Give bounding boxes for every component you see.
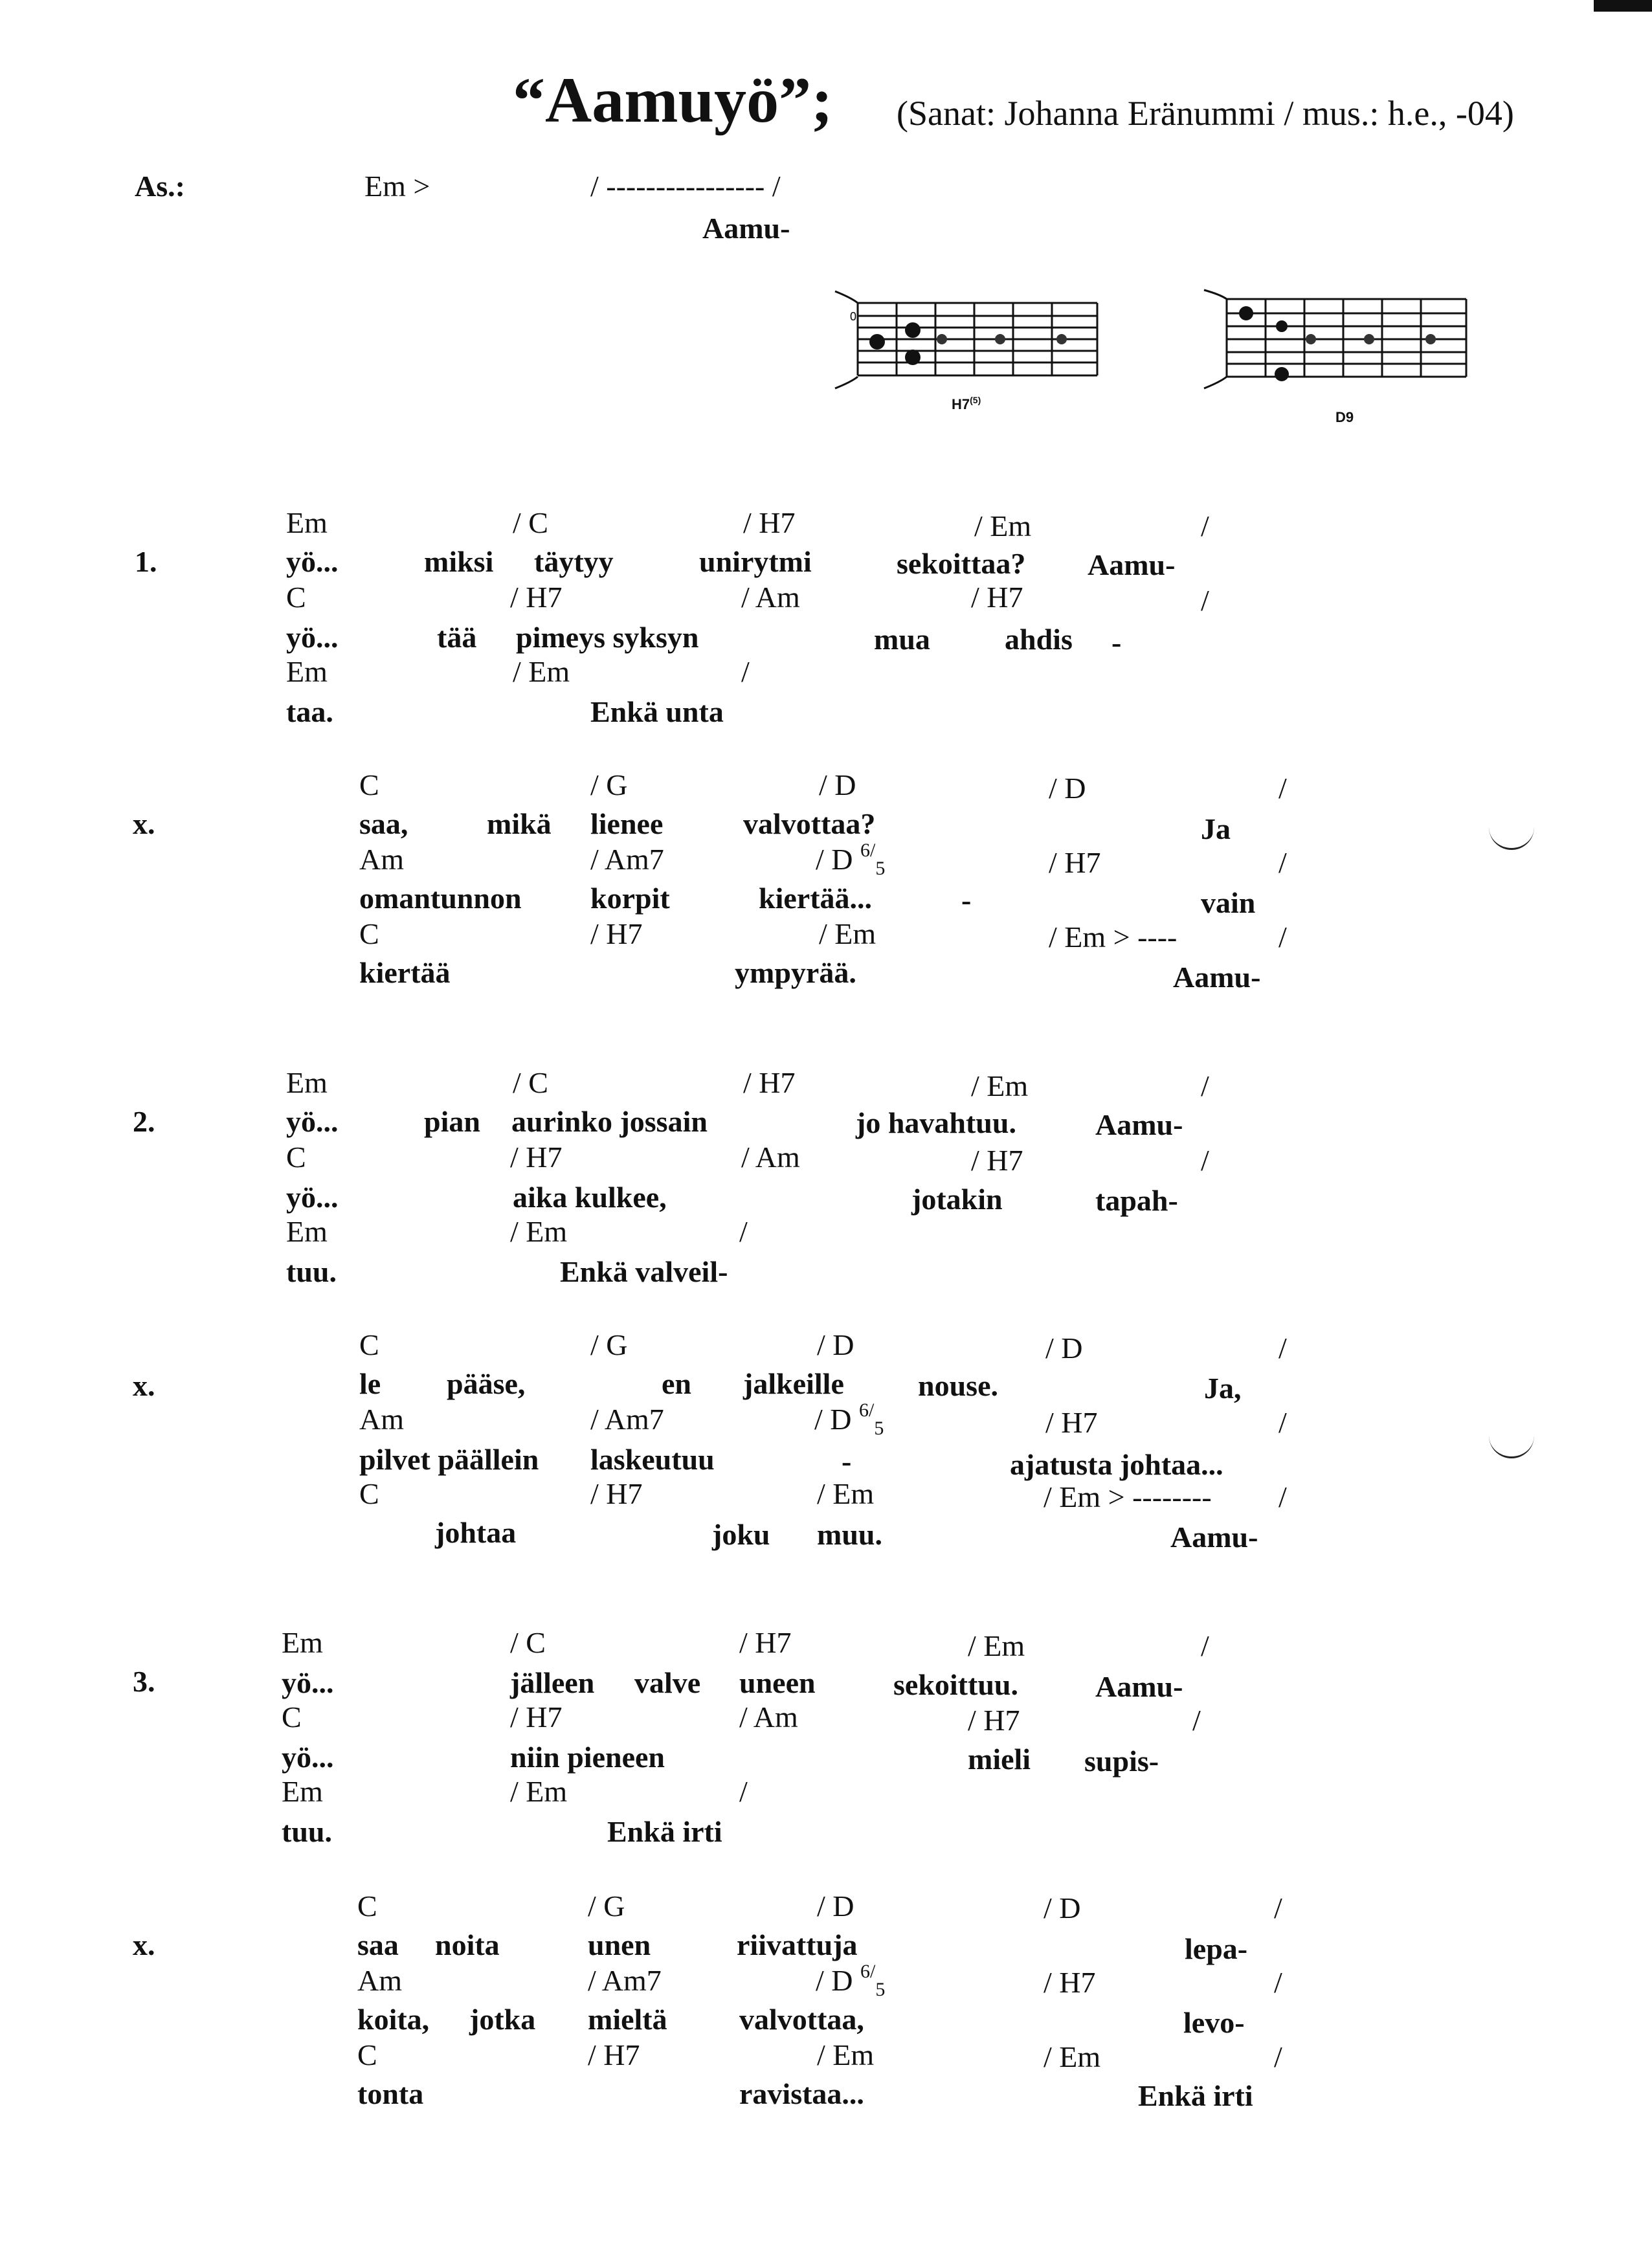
verse-number: x. — [133, 1928, 155, 1961]
lyric: yö... — [286, 1181, 339, 1214]
chord: / G — [590, 768, 628, 801]
punch-hole-mark — [1489, 809, 1534, 850]
chord: C — [359, 768, 379, 801]
lyric: niin pieneen — [510, 1741, 665, 1774]
lyric: ajatusta johtaa... — [1010, 1448, 1223, 1481]
lyric: Aamu- — [1095, 1670, 1183, 1703]
lyric: jotakin — [911, 1183, 1003, 1216]
chord: C — [359, 1477, 379, 1510]
chord: / H7 — [588, 2038, 640, 2071]
chord: / — [1274, 1891, 1282, 1924]
chord-diagram-d9-label: D9 — [1335, 409, 1354, 425]
intro-chord: Em > — [364, 170, 430, 203]
chord-d65: / D $^{6/}_5$ — [816, 840, 886, 879]
chord: / — [1278, 1332, 1287, 1365]
lyric: supis- — [1084, 1745, 1159, 1778]
lyric: uneen — [739, 1666, 816, 1699]
lyric: Enkä unta — [590, 695, 724, 728]
lyric: jo havahtuu. — [856, 1106, 1016, 1139]
chord: Em — [286, 1215, 328, 1248]
intro-label: As.: — [135, 170, 185, 203]
chord: / — [1201, 584, 1209, 617]
lyric: riivattuja — [737, 1928, 858, 1961]
chord: / — [739, 1215, 748, 1248]
chord: / Em — [968, 1629, 1025, 1662]
chord: Am — [357, 1964, 402, 1997]
chord: / Am7 — [590, 1403, 664, 1436]
lyric: kiertää... — [759, 882, 873, 915]
chord: / — [1278, 920, 1287, 953]
chord: Em — [282, 1626, 323, 1659]
lyric: unen — [588, 1928, 651, 1961]
chord: / Em — [817, 2038, 875, 2071]
lyric: valvottaa, — [739, 2003, 864, 2036]
chord: C — [282, 1700, 302, 1733]
lyric: aika kulkee, — [513, 1181, 667, 1214]
chord: / Em — [819, 917, 876, 950]
lyric: saa — [357, 1928, 399, 1961]
chord: / D — [1044, 1891, 1081, 1924]
chord: / H7 — [743, 506, 796, 539]
lyric: tonta — [357, 2077, 424, 2110]
lyric: vain — [1201, 886, 1256, 919]
punch-hole-mark — [1489, 1418, 1534, 1458]
song-title: “Aamuyö”; — [513, 64, 833, 136]
lyric: tuu. — [282, 1815, 332, 1848]
chord: / — [1192, 1704, 1201, 1737]
chord: / H7 — [1044, 1966, 1096, 1999]
lyric: jälleen — [510, 1666, 595, 1699]
chord-d65: / D $^{6/}_5$ — [816, 1961, 886, 2000]
lyric: tuu. — [286, 1255, 337, 1288]
chord: Em — [282, 1775, 323, 1808]
lyric: pimeys syksyn — [516, 621, 699, 654]
chord: / D — [817, 1328, 854, 1361]
chord: / — [1278, 1406, 1287, 1439]
lyric: sekoittaa? — [897, 547, 1026, 580]
chord-d65: / D $^{6/}_5$ — [814, 1399, 884, 1439]
chord: / H7 — [971, 1144, 1023, 1177]
lyric: mua — [874, 623, 930, 656]
lyric: jotka — [469, 2003, 536, 2036]
lyric: tää — [437, 621, 477, 654]
chord: / Em > -------- — [1044, 1480, 1212, 1513]
chord: / Em — [971, 1069, 1029, 1102]
lyric: Ja — [1201, 812, 1231, 845]
chord: / Em — [1044, 2040, 1101, 2073]
chord: / H7 — [590, 1477, 643, 1510]
chord: C — [286, 581, 306, 614]
chord: / H7 — [1049, 846, 1101, 879]
lyric: aurinko jossain — [511, 1105, 708, 1138]
chord: / — [1201, 1069, 1209, 1102]
chord: Em — [286, 655, 328, 688]
lyric: pian — [424, 1105, 480, 1138]
chord: / Am7 — [588, 1964, 662, 1997]
verse-number: x. — [133, 807, 155, 840]
chord: / — [1201, 1144, 1209, 1177]
lyric: - — [961, 884, 972, 917]
chord-diagram-h7-label: H7$^{(5)}$ — [952, 395, 981, 412]
chord: / Am — [741, 1141, 800, 1174]
chord: / H7 — [510, 1141, 563, 1174]
lyric: yö... — [286, 621, 339, 654]
lyric: valve — [634, 1666, 701, 1699]
lyric: tapah- — [1095, 1184, 1178, 1217]
lyric: miksi — [424, 545, 494, 578]
chord: / — [1278, 1480, 1287, 1513]
verse-number: 2. — [133, 1105, 155, 1138]
lyric: - — [842, 1445, 852, 1478]
lyric: saa, — [359, 807, 408, 840]
lyric: pilvet päällein — [359, 1443, 539, 1476]
lyric: unirytmi — [699, 545, 812, 578]
chord: / — [1278, 846, 1287, 879]
chord: / C — [513, 1066, 548, 1099]
chord: / — [739, 1775, 748, 1808]
lyric: täytyy — [534, 545, 614, 578]
song-credit: (Sanat: Johanna Eränummi / mus.: h.e., -04) — [897, 94, 1514, 133]
lyric: johtaa — [435, 1516, 517, 1549]
chord: / Em > ---- — [1049, 920, 1178, 953]
chord: / Em — [510, 1775, 568, 1808]
verse-number: 3. — [133, 1665, 155, 1698]
chord: / — [1201, 1629, 1209, 1662]
lyric: taa. — [286, 695, 333, 728]
chord: / C — [513, 506, 548, 539]
chord: C — [357, 2038, 377, 2071]
chord: / G — [590, 1328, 628, 1361]
chord: / Em — [817, 1477, 875, 1510]
lyric: koita, — [357, 2003, 430, 2036]
lyric: joku — [712, 1518, 770, 1551]
chord: / — [741, 655, 750, 688]
chord: / — [1278, 772, 1287, 805]
lyric: noita — [435, 1928, 500, 1961]
lyric: Aamu- — [1170, 1521, 1258, 1554]
lyric: ympyrää. — [735, 956, 856, 989]
chord: / H7 — [971, 581, 1023, 614]
chord: / H7 — [968, 1704, 1020, 1737]
lyric: sekoittuu. — [893, 1668, 1018, 1701]
lyric: omantunnon — [359, 882, 522, 915]
lyric: - — [1111, 626, 1122, 659]
chord: / Em — [510, 1215, 568, 1248]
lyric: Aamu- — [1095, 1108, 1183, 1141]
lyric: yö... — [286, 1105, 339, 1138]
lyric: nouse. — [918, 1369, 998, 1402]
lyric: jalkeille — [743, 1367, 844, 1400]
chord: / D — [817, 1890, 854, 1923]
lyric: yö... — [286, 545, 339, 578]
intro-bar: / ---------------- / — [590, 170, 781, 203]
lyric: Aamu- — [1173, 961, 1261, 994]
chord: / Em — [513, 655, 570, 688]
lyric: yö... — [282, 1741, 334, 1774]
chord-diagram-d9 — [1201, 285, 1476, 395]
chord: C — [359, 1328, 379, 1361]
chord: / Am7 — [590, 843, 664, 876]
lyric: mieltä — [588, 2003, 667, 2036]
verse-number: x. — [133, 1369, 155, 1402]
intro-lyric: Aamu- — [702, 212, 790, 245]
chord: / D — [1049, 772, 1086, 805]
chord: Em — [286, 506, 328, 539]
scan-corner-mark — [1594, 0, 1652, 12]
chord: Am — [359, 1403, 404, 1436]
chord: C — [286, 1141, 306, 1174]
chord: / H7 — [1045, 1406, 1098, 1439]
lyric: valvottaa? — [743, 807, 876, 840]
chord: / — [1274, 2040, 1282, 2073]
chord: / D — [819, 768, 856, 801]
chord-diagram-h7 — [832, 285, 1107, 395]
chord: / Am — [741, 581, 800, 614]
lyric: yö... — [282, 1666, 334, 1699]
chord: Em — [286, 1066, 328, 1099]
lyric: ahdis — [1005, 623, 1073, 656]
chord: C — [359, 917, 379, 950]
lyric: Ja, — [1204, 1372, 1242, 1405]
chord: / Em — [974, 509, 1032, 542]
lyric: lienee — [590, 807, 664, 840]
lyric: Aamu- — [1088, 548, 1176, 581]
chord: / — [1274, 1966, 1282, 1999]
lyric: Enkä irti — [607, 1815, 722, 1848]
chord: / H7 — [510, 581, 563, 614]
chord: / H7 — [739, 1626, 792, 1659]
lyric: kiertää — [359, 956, 451, 989]
svg-text:0: 0 — [850, 310, 857, 323]
chord: C — [357, 1890, 377, 1923]
chord: / D — [1045, 1332, 1083, 1365]
lyric: pääse, — [447, 1367, 526, 1400]
lyric: ravistaa... — [739, 2077, 864, 2110]
lyric: mieli — [968, 1743, 1031, 1776]
lyric: Enkä irti — [1138, 2079, 1253, 2112]
lyric: mikä — [487, 807, 552, 840]
lyric: lepa- — [1185, 1932, 1248, 1965]
lyric: muu. — [817, 1518, 882, 1551]
chord: / H7 — [590, 917, 643, 950]
chord: Am — [359, 843, 404, 876]
verse-number: 1. — [135, 545, 157, 578]
chord: / — [1201, 509, 1209, 542]
chord: / C — [510, 1626, 546, 1659]
lyric: korpit — [590, 882, 670, 915]
lyric: laskeutuu — [590, 1443, 715, 1476]
chord: / H7 — [743, 1066, 796, 1099]
chord: / H7 — [510, 1700, 563, 1733]
chord: / G — [588, 1890, 625, 1923]
lyric: en — [662, 1367, 691, 1400]
lyric: levo- — [1183, 2006, 1245, 2039]
chord: / Am — [739, 1700, 798, 1733]
lyric: Enkä valveil- — [560, 1255, 728, 1288]
lyric: le — [359, 1367, 381, 1400]
